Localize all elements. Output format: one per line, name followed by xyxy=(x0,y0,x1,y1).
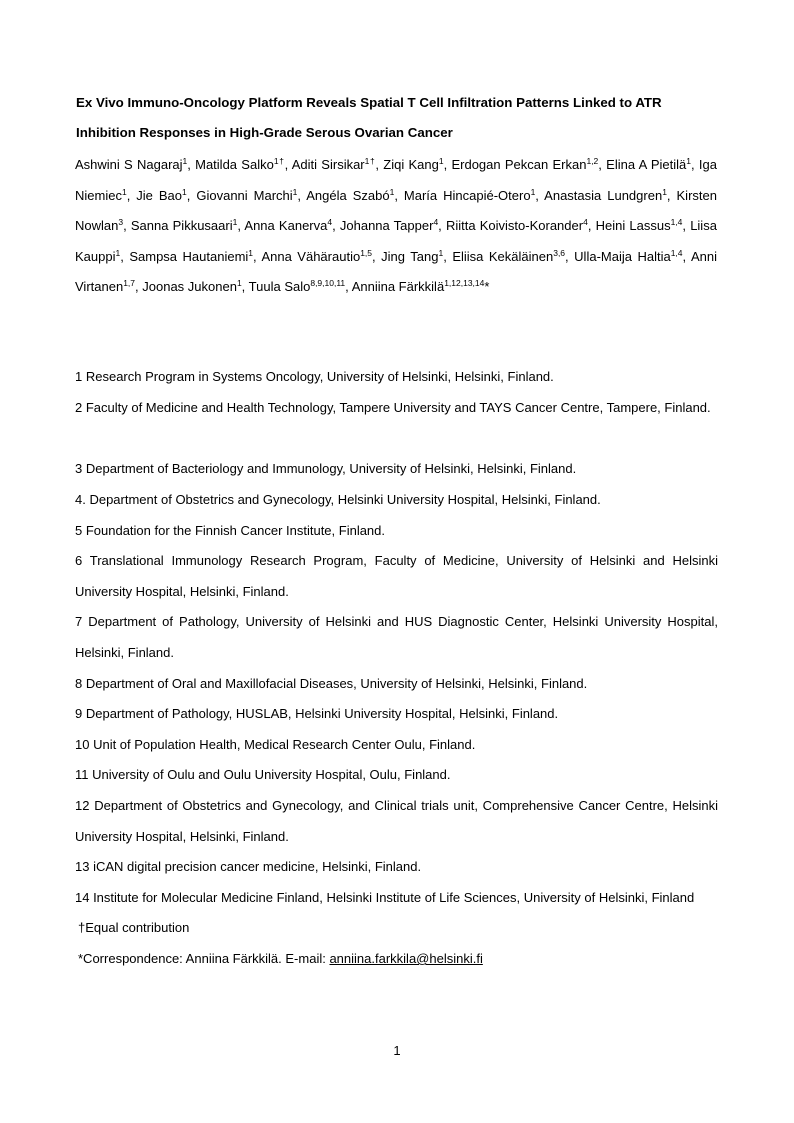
author-name: Ziqi Kang xyxy=(383,157,439,172)
author xyxy=(75,157,187,172)
affiliation-5: 5 Foundation for the Finnish Cancer Institute, Finland. xyxy=(75,523,386,538)
author-affiliation-sup: 1 xyxy=(232,217,238,228)
correspondence-text: *Correspondence: Anniina Färkkilä. E-mail: xyxy=(78,951,330,966)
author-name: Erdogan Pekcan Erkan xyxy=(451,157,587,172)
author-name: Matilda Salko xyxy=(195,157,274,172)
author-affiliation-sup: 1 xyxy=(236,278,242,289)
affiliation-10: 10 Unit of Population Health, Medical Research Center Oulu, Finland. xyxy=(75,737,476,752)
author xyxy=(196,188,297,203)
author xyxy=(383,157,443,172)
author-affiliation-sup: 1,2 xyxy=(586,156,599,166)
author-affiliation-sup: 1† xyxy=(364,156,376,166)
author-affiliation-sup: 4 xyxy=(433,217,439,228)
author-name: Anni Virtanen xyxy=(75,248,717,295)
author-name: Giovanni Marchi xyxy=(196,187,293,203)
affiliation-9: 9 Department of Pathology, HUSLAB, Helsinki University Hospital, Helsinki, Finland. xyxy=(75,706,559,721)
author xyxy=(574,249,682,264)
author-name: Aditi Sirsikar xyxy=(291,157,365,172)
affiliation-1: 1 Research Program in Systems Oncology, University of Helsinki, Helsinki, Finland. xyxy=(75,369,554,384)
author-name: Jing Tang xyxy=(381,248,439,264)
author-affiliation-sup: 4 xyxy=(583,217,588,228)
author-name: Ulla-Maija Haltia xyxy=(574,248,671,264)
author-affiliation-sup: 1 xyxy=(248,247,254,258)
author-name: Riitta Koivisto-Korander xyxy=(445,218,584,234)
author-affiliation-sup: 3 xyxy=(118,217,124,228)
correspondence-note xyxy=(78,944,721,975)
author xyxy=(292,157,376,172)
author-affiliation-sup: 1 xyxy=(115,247,121,258)
author-affiliation-sup: 1 xyxy=(686,156,691,166)
author xyxy=(606,157,691,172)
affiliation-14: 14 Institute for Molecular Medicine Finland, Helsinki Institute of Life Sciences, University of Helsinki, Finland xyxy=(75,890,695,905)
author xyxy=(244,218,332,233)
correspondence-email-link[interactable]: anniina.farkkila@helsinki.fi xyxy=(329,951,483,966)
author-name: Sampsa Hautaniemi xyxy=(129,248,249,264)
author-name: Angéla Szabó xyxy=(306,187,390,203)
author xyxy=(142,279,241,294)
affiliation-3: 3 Department of Bacteriology and Immunology, University of Helsinki, Helsinki, Finland. xyxy=(75,461,577,476)
author-name: Johanna Tapper xyxy=(339,218,434,234)
author-name: Jie Bao xyxy=(136,187,183,203)
author-affiliation-sup: 1 xyxy=(292,186,298,197)
author xyxy=(452,249,565,264)
author xyxy=(596,218,683,233)
author-affiliation-sup: 1 xyxy=(438,156,444,166)
paper-title-line-2: Inhibition Responses in High-Grade Serous Ovarian Cancer xyxy=(76,125,453,140)
author-affiliation-sup: 1 xyxy=(530,186,536,197)
affiliation-6: 6 Translational Immunology Research Program, Faculty of Medicine, University of Helsinki and Helsinki University Hospital, Helsinki, Finland. xyxy=(75,553,718,599)
author-name: Kirsten Nowlan xyxy=(75,187,717,234)
author-affiliation-sup: 1 xyxy=(182,186,187,197)
author-name: Joonas Jukonen xyxy=(142,279,237,295)
author-name: Iga Niemiec xyxy=(75,157,717,203)
affiliation-8: 8 Department of Oral and Maxillofacial Diseases, University of Helsinki, Helsinki, Finland. xyxy=(75,676,588,691)
affiliation-13: 13 iCAN digital precision cancer medicine, Helsinki, Finland. xyxy=(75,859,422,874)
author-affiliation-sup: 1 xyxy=(438,247,444,258)
author xyxy=(306,188,394,203)
author xyxy=(404,188,535,203)
affiliation-12: 12 Department of Obstetrics and Gynecology, and Clinical trials unit, Comprehensive Cancer Centre, Helsinki University Hospital, Helsinki, Finland. xyxy=(75,798,718,844)
author-affiliation-sup: 1 xyxy=(662,186,667,197)
affiliation-7: 7 Department of Pathology, University of Helsinki and HUS Diagnostic Center, Helsinki University Hospital, Helsinki, Finland. xyxy=(75,614,718,660)
author-affiliation-sup: 1,4 xyxy=(670,247,683,258)
author xyxy=(544,188,667,203)
author xyxy=(352,279,490,294)
author-name: Liisa Kauppi xyxy=(75,218,717,264)
author-name: Sanna Pikkusaari xyxy=(130,218,233,234)
author-name: Anniina Färkkilä xyxy=(351,279,445,295)
author xyxy=(249,279,346,294)
author xyxy=(261,249,372,264)
author xyxy=(195,157,284,172)
author-name: Heini Lassus xyxy=(595,218,671,234)
author-affiliation-sup: 1 xyxy=(389,186,395,197)
author-affiliation-sup: 1 xyxy=(121,186,127,197)
author-affiliation-sup: 1,12,13,14 xyxy=(444,278,485,289)
author-affiliation-sup: 3,6 xyxy=(553,247,566,258)
equal-contribution-note: †Equal contribution xyxy=(78,920,190,935)
author-name: María Hincapié-Otero xyxy=(403,187,531,203)
author-affiliation-sup: 1,5 xyxy=(360,247,373,258)
author-list: Ashwini S Nagaraj$^1$, Matilda Salko$^{1\dagger}$, Aditi Sirsikar$^{1\dagger}$, Ziqi Kang$^1$, Erdogan Pekcan Erkan$^{1,2}$, Elina A Pietilä$^1$, Iga Niemiec$^1$, Jie Bao$^1$, Giovanni Marchi$^1$, Angéla Szabó$^1$, María Hincapié-Otero$^1$, Anastasia Lundgren$^1$, Kirsten Nowlan$^3$, Sanna Pikkusaari$^1$, Anna Kanerva$^4$, Johanna Tapper$^4$, Riitta Koivisto-Korander$^4$, Heini Lassus$^{1,4}$, Liisa Kauppi$^1$, Sampsa Hautaniemi$^1$, Anna Vähärautio$^{1,5}$, Jing Tang$^1$, Eliisa Kekäläinen$^{3,6}$, Ulla-Maija Haltia$^{1,4}$, Anni Virtanen$^{1,7}$, Joonas Jukonen$^1$, Tuula Salo$^{8,9,10,11}$, Anniina Färkkilä$^{1,12,13,14}$* xyxy=(75,156,717,295)
author xyxy=(340,218,438,233)
affiliation-4: 4. Department of Obstetrics and Gynecology, Helsinki University Hospital, Helsinki, Finland. xyxy=(75,492,601,507)
author xyxy=(129,249,253,264)
author-affiliation-sup: 1 xyxy=(182,156,188,166)
author-name: Ashwini S Nagaraj xyxy=(75,157,183,172)
author xyxy=(131,218,237,233)
author-affiliation-sup: 1,7 xyxy=(123,278,136,289)
author xyxy=(381,249,443,264)
author-name: Eliisa Kekäläinen xyxy=(452,248,554,264)
affiliation-11: 11 University of Oulu and Oulu University Hospital, Oulu, Finland. xyxy=(75,767,451,782)
author-name: Anastasia Lundgren xyxy=(544,187,663,203)
author-name: Anna Vähärautio xyxy=(261,248,361,264)
author-name: Tuula Salo xyxy=(248,279,311,295)
author xyxy=(451,157,598,172)
page-number: 1 xyxy=(393,1043,401,1058)
affiliation-2: 2 Faculty of Medicine and Health Technology, Tampere University and TAYS Cancer Centre, Tampere, Finland. xyxy=(75,400,711,415)
author-name: Anna Kanerva xyxy=(244,218,328,234)
author xyxy=(446,218,588,233)
author-affiliation-sup: 1,4 xyxy=(670,217,683,228)
paper-title-line-1: Ex Vivo Immuno-Oncology Platform Reveals Spatial T Cell Infiltration Patterns Linked to ATR xyxy=(76,95,662,110)
author-affiliation-sup: 4 xyxy=(327,217,333,228)
corresponding-author-mark: * xyxy=(484,279,490,295)
author-affiliation-sup: 1† xyxy=(273,156,285,166)
author-affiliation-sup: 8,9,10,11 xyxy=(310,278,346,289)
author-name: Elina A Pietilä xyxy=(606,157,687,172)
author xyxy=(136,188,186,203)
